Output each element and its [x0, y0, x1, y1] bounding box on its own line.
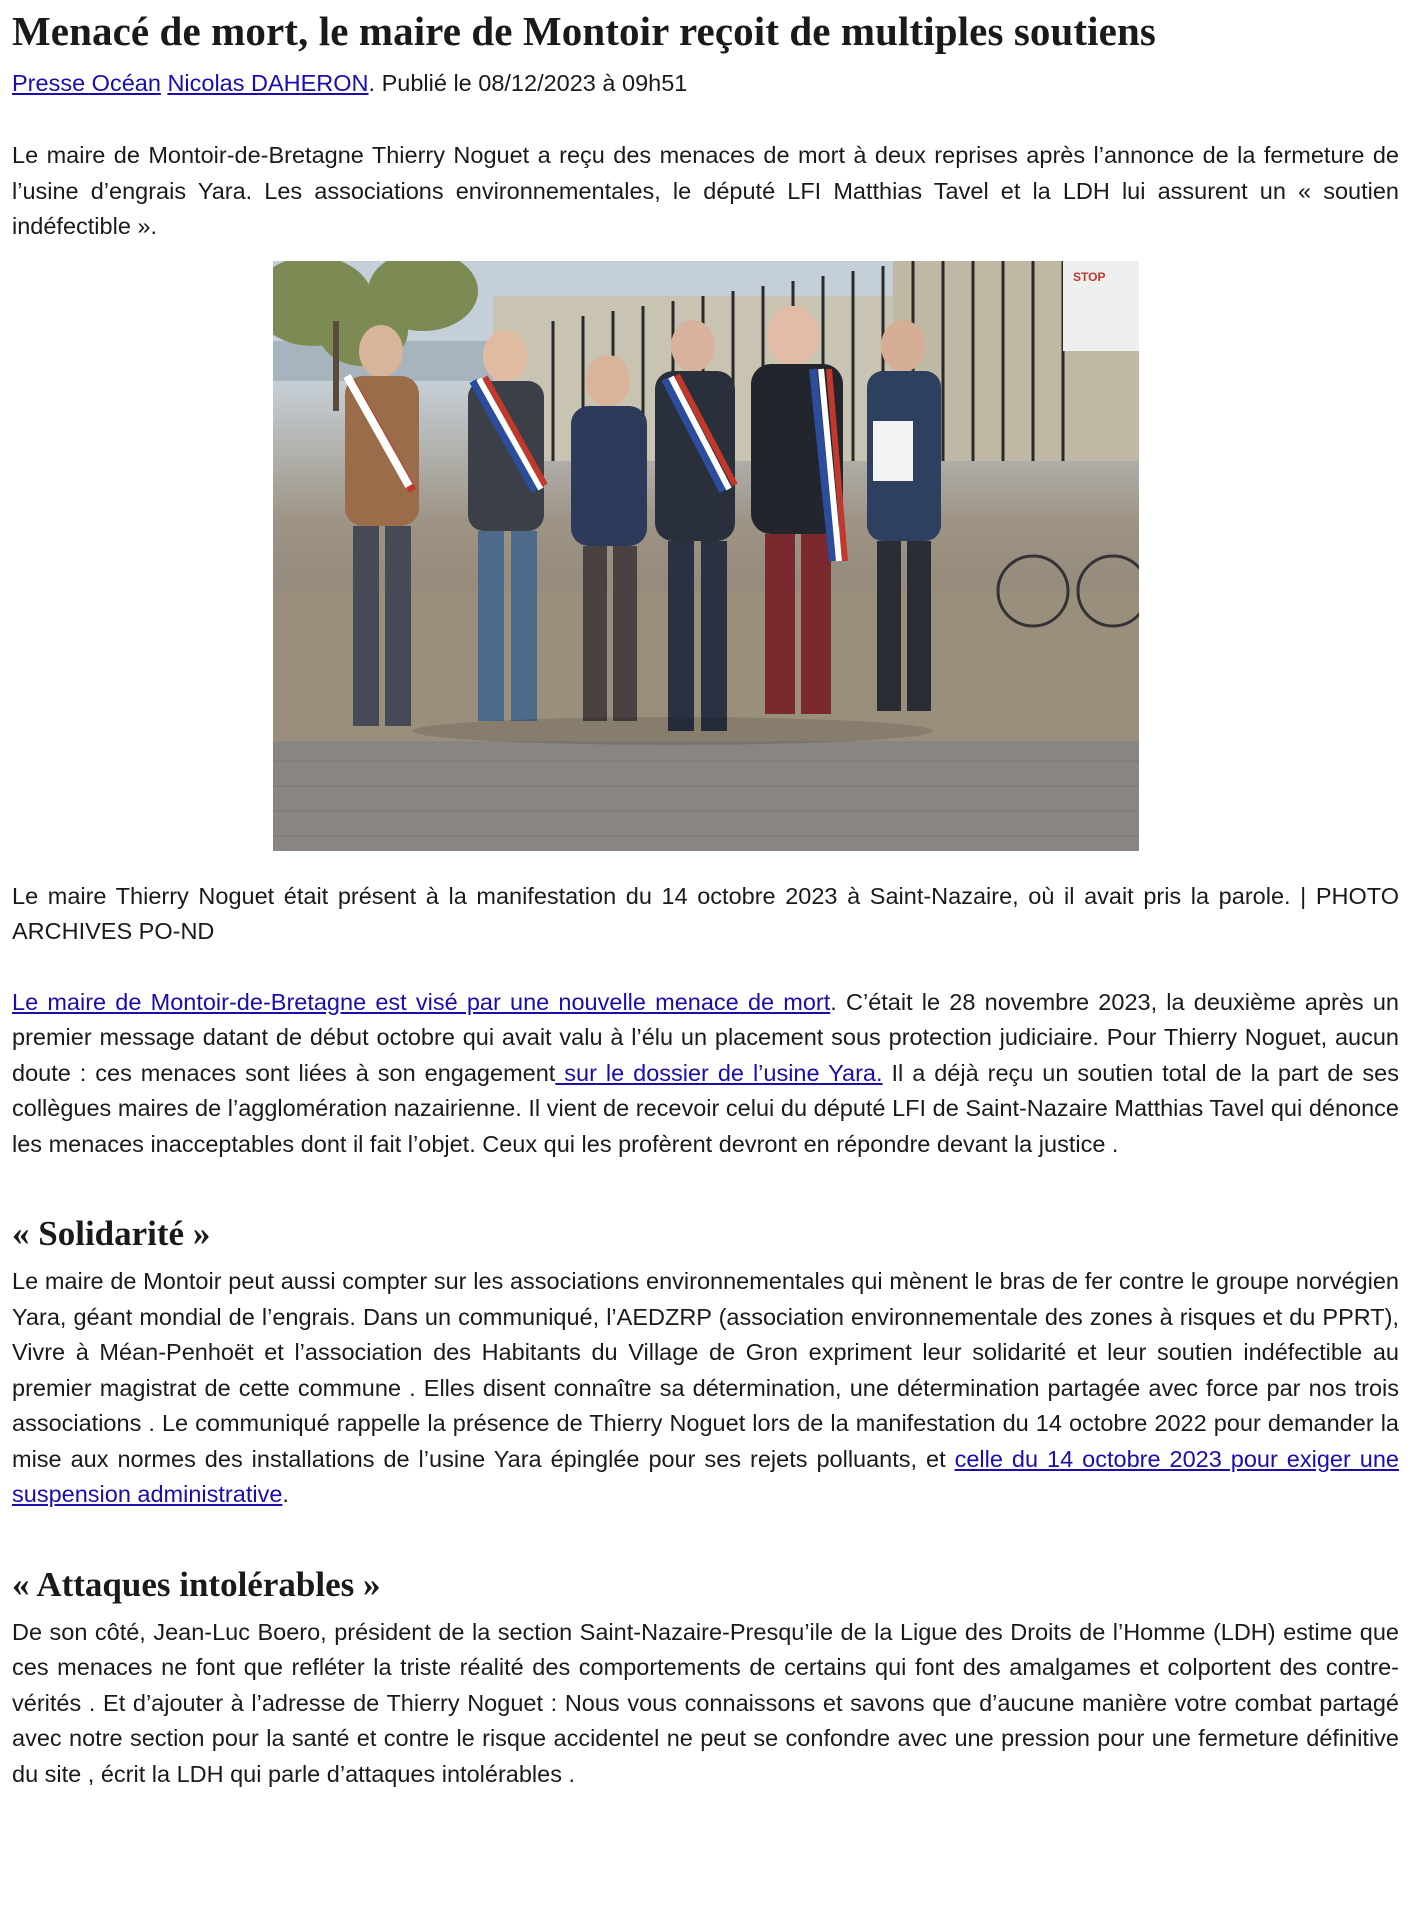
publish-date: . Publié le 08/12/2023 à 09h51: [368, 70, 688, 96]
article-paragraph-1: Le maire de Montoir-de-Bretagne est visé par une nouvelle menace de mort. C’était le 28 novembre 2023, la deuxième après un premier message datant de début octobre qui avait valu à l’élu un placement sous protection judiciaire. Pour Thierry Noguet, aucun doute : ces menaces sont liées à son engagement sur le dossier de l’usine Yara. Il a déjà reçu un soutien total de la part de ses collègues maires de l’agglomération nazairienne. Il vient de recevoir celui du député LFI de Saint-Nazaire Matthias Tavel qui dénonce les menaces inacceptables dont il fait l’objet. Ceux qui les profèrent devront en répondre devant la justice .: [12, 988, 1399, 1157]
photo-container: [12, 261, 1399, 851]
author-link[interactable]: Nicolas DAHERON: [167, 70, 369, 96]
article-title: Menacé de mort, le maire de Montoir reçoit de multiples soutiens: [12, 8, 1156, 54]
article-paragraph-2: Le maire de Montoir peut aussi compter sur les associations environnementales qui mènent le bras de fer contre le groupe norvégien Yara, géant mondial de l’engrais. Dans un communiqué, l’AEDZRP (association environnementale des zones à risques et du PPRT), Vivre à Méan-Penhoët et l’association des Habitants du Village de Gron expriment leur solidarité et leur soutien indéfectible au premier magistrat de cette commune . Elles disent connaître sa détermination, une détermination partagée avec force par nos trois associations . Le communiqué rappelle la présence de Thierry Noguet lors de la manifestation du 14 octobre 2022 pour demander la mise aux normes des installations de l’usine Yara épinglée pour ses rejets polluants, et celle du 14 octobre 2023 pour exiger une suspension administrative.: [12, 1268, 1399, 1507]
suspension-link[interactable]: celle du 14 octobre 2023 pour exiger une suspension administrative: [12, 1445, 1399, 1507]
yara-dossier-link[interactable]: sur le dossier de l’usine Yara.: [555, 1059, 883, 1086]
section-heading-solidarite: « Solidarité »: [12, 1214, 211, 1253]
source-link[interactable]: Presse Océan: [12, 70, 161, 96]
photo-illustration: [273, 261, 1139, 851]
article-photo: [273, 261, 1139, 851]
banner-text: STOP: [1072, 269, 1105, 284]
menace-article-link[interactable]: Le maire de Montoir-de-Bretagne est visé par une nouvelle menace de mort: [12, 988, 831, 1015]
article-lead: Le maire de Montoir-de-Bretagne Thierry Noguet a reçu des menaces de mort à deux reprises après l’annonce de la fermeture de l’usine d’engrais Yara. Les associations environnementales, le député LFI Matthias Tavel et la LDH lui assurent un « soutien indéfectible ».: [12, 142, 1399, 239]
byline: [12, 66, 1399, 100]
photo-caption: Le maire Thierry Noguet était présent à la manifestation du 14 octobre 2023 à Saint-Nazaire, où il avait pris la parole. | PHOTO ARCHIVES PO-ND: [12, 882, 1399, 944]
article-paragraph-3: De son côté, Jean-Luc Boero, président de la section Saint-Nazaire-Presqu’ile de la Ligue des Droits de l’Homme (LDH) estime que ces menaces ne font que refléter la triste réalité des comportements de certains qui font des amalgames et colportent des contre-vérités . Et d’ajouter à l’adresse de Thierry Noguet : Nous vous connaissons et savons que d’aucune manière votre combat partagé avec notre section pour la santé et contre le risque accidentel ne peut se confondre avec une pression pour une fermeture définitive du site , écrit la LDH qui parle d’attaques intolérables .: [12, 1618, 1399, 1787]
section-heading-attaques: « Attaques intolérables »: [12, 1564, 381, 1604]
article-page: [0, 6, 1411, 1792]
